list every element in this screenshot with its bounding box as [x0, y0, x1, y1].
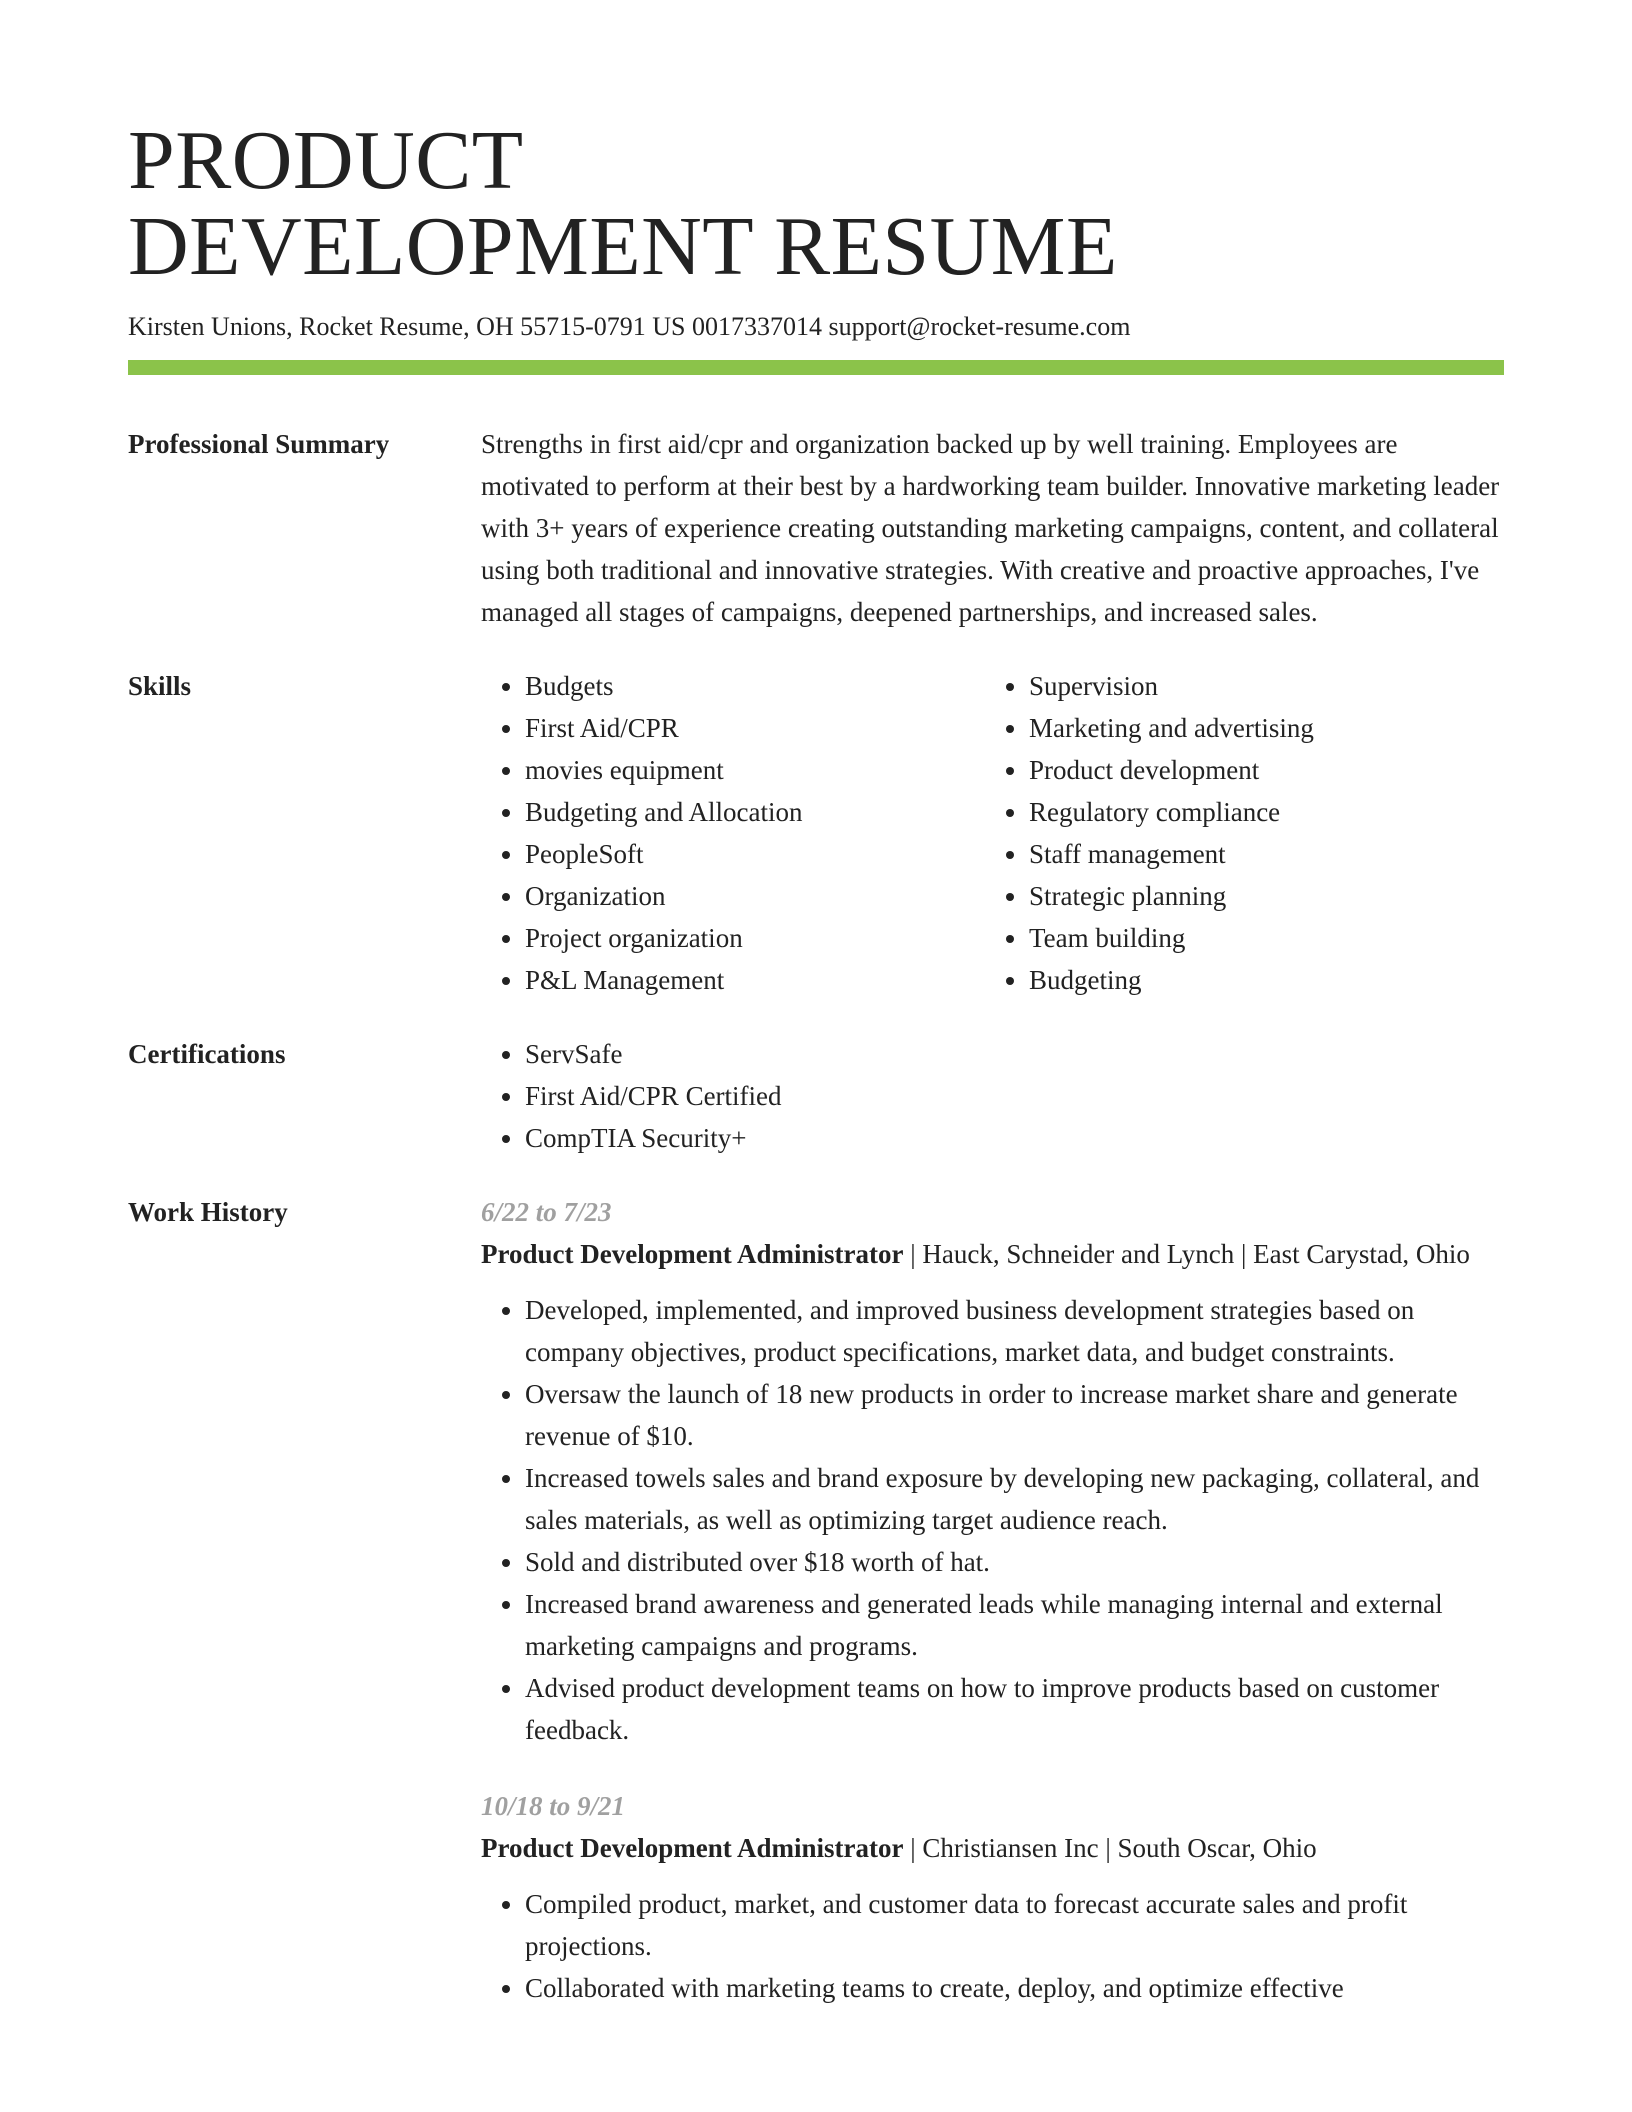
section-label-work-history: Work History	[128, 1197, 288, 1227]
skills-column-right	[985, 665, 1489, 1001]
list-item: • PeopleSoft	[525, 833, 985, 875]
job-dates: 10/18 to 9/21	[481, 1791, 626, 1821]
job-details: | Hauck, Schneider and Lynch | East Carystad, Ohio	[903, 1239, 1470, 1269]
list-item: • Project organization	[525, 917, 985, 959]
skills-column-left	[481, 665, 985, 1001]
list-item: • Marketing and advertising	[1029, 707, 1489, 749]
list-item: • Regulatory compliance	[1029, 791, 1489, 833]
skills-list-left	[481, 665, 985, 1001]
list-item: • Staff management	[1029, 833, 1489, 875]
list-item: • First Aid/CPR Certified	[525, 1075, 1504, 1117]
summary-body	[481, 423, 1504, 633]
contact-info: Kirsten Unions, Rocket Resume, OH 55715-0791 US 0017337014 support@rocket-resume.com	[128, 312, 1131, 341]
work-history-section	[128, 1191, 1504, 2009]
list-item: • Strategic planning	[1029, 875, 1489, 917]
certifications-list	[481, 1033, 1504, 1159]
certifications-section	[128, 1033, 1504, 1159]
title-line-1: PRODUCT	[128, 114, 524, 207]
section-label-skills: Skills	[128, 671, 192, 701]
job-bullets	[481, 1883, 1504, 2009]
list-item: • Team building	[1029, 917, 1489, 959]
list-item: • Collaborated with marketing teams to create, deploy, and optimize effective	[525, 1967, 1504, 2009]
list-item: • CompTIA Security+	[525, 1117, 1504, 1159]
section-label-summary: Professional Summary	[128, 429, 390, 459]
job-bullets	[481, 1289, 1504, 1751]
list-item: • Increased towels sales and brand exposure by developing new packaging, collateral, and sales materials, as well as optimizing target audience reach.	[525, 1457, 1504, 1541]
list-item: • Developed, implemented, and improved business development strategies based on company objectives, product specifications, market data, and budget constraints.	[525, 1289, 1504, 1373]
job-dates: 6/22 to 7/23	[481, 1197, 612, 1227]
accent-divider	[128, 360, 1504, 375]
title-line-2: DEVELOPMENT RESUME	[128, 200, 1118, 293]
work-history-body	[481, 1191, 1504, 2009]
list-item: • movies equipment	[525, 749, 985, 791]
job-entry	[481, 1191, 1504, 1751]
list-item: • First Aid/CPR	[525, 707, 985, 749]
list-item: • Budgets	[525, 665, 985, 707]
list-item: • Organization	[525, 875, 985, 917]
job-heading	[481, 1233, 1504, 1275]
resume-title	[128, 114, 1504, 293]
skills-columns	[481, 665, 1504, 1001]
list-item: • Product development	[1029, 749, 1489, 791]
summary-text: Strengths in first aid/cpr and organization backed up by well training. Employees are motivated to perform at their best by a hardworking team builder. Innovative marketing leader with 3+ years of experience creating outstanding marketing campaigns, content, and collateral using both traditional and innovative strategies. With creative and proactive approaches, I've managed all stages of campaigns, deepened partnerships, and increased sales.	[481, 429, 1500, 627]
list-item: • Budgeting	[1029, 959, 1489, 1001]
list-item: • Budgeting and Allocation	[525, 791, 985, 833]
professional-summary-section	[128, 423, 1504, 633]
job-title: Product Development Administrator	[481, 1239, 904, 1269]
list-item: • ServSafe	[525, 1033, 1504, 1075]
skills-section	[128, 665, 1504, 1001]
job-entry	[481, 1785, 1504, 2009]
list-item: • Increased brand awareness and generated leads while managing internal and external marketing campaigns and programs.	[525, 1583, 1504, 1667]
job-details: | Christiansen Inc | South Oscar, Ohio	[903, 1833, 1317, 1863]
skills-list-right	[985, 665, 1489, 1001]
certifications-body	[481, 1033, 1504, 1159]
section-label-certifications: Certifications	[128, 1039, 286, 1069]
list-item: • Oversaw the launch of 18 new products in order to increase market share and generate revenue of $10.	[525, 1373, 1504, 1457]
job-heading	[481, 1827, 1504, 1869]
list-item: • Advised product development teams on how to improve products based on customer feedback.	[525, 1667, 1504, 1751]
list-item: • Compiled product, market, and customer data to forecast accurate sales and profit projections.	[525, 1883, 1504, 1967]
skills-body	[481, 665, 1504, 1001]
list-item: • Supervision	[1029, 665, 1489, 707]
list-item: • P&L Management	[525, 959, 985, 1001]
list-item: • Sold and distributed over $18 worth of hat.	[525, 1541, 1504, 1583]
job-title: Product Development Administrator	[481, 1833, 904, 1863]
